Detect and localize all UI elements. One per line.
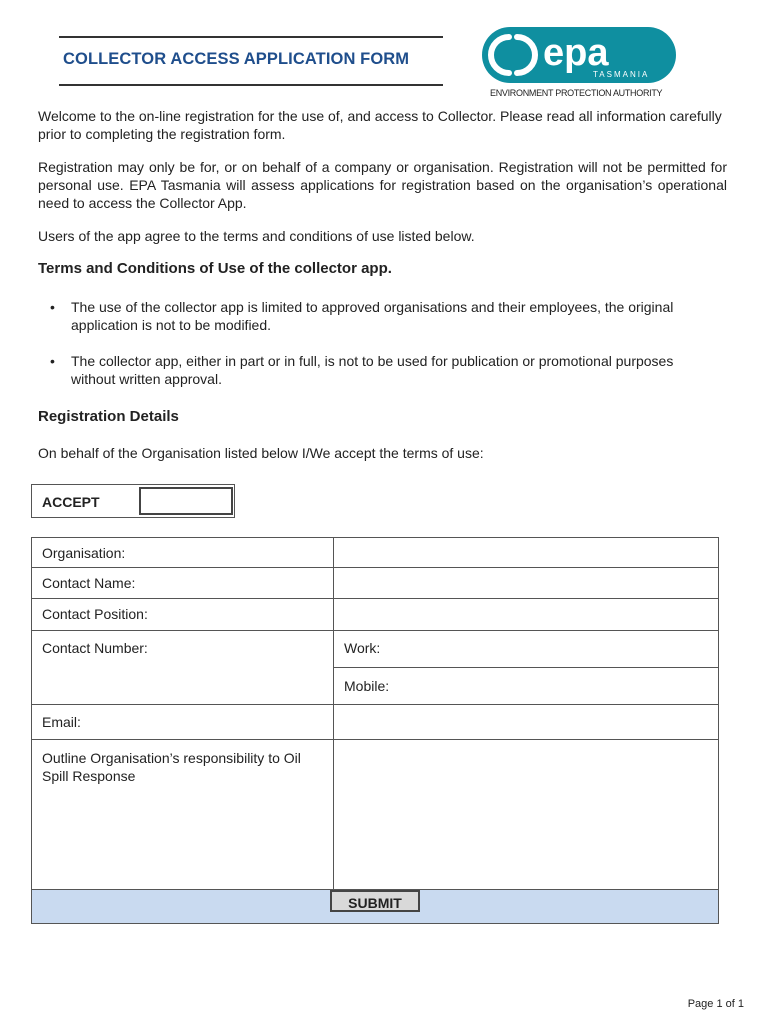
logo-wordmark: epa [543,32,609,74]
table-row [32,599,719,631]
intro-paragraph-1: Welcome to the on-line registration for the use of, and access to Collector. Please read all information carefully prior to completing the registration form. [38,108,722,142]
term-text: The use of the collector app is limited to approved organisations and their employees, the original application is not to be modified. [71,299,674,333]
responsibility-label: Outline Organisation’s responsibility to Oil Spill Response [32,740,334,890]
email-input[interactable] [334,705,719,740]
logo-subtitle: ENVIRONMENT PROTECTION AUTHORITY [490,88,663,98]
submit-row [32,890,719,924]
page-number: Page 1 of 1 [687,998,744,1010]
registration-heading: Registration Details [38,408,179,425]
title-rule-bottom [59,84,443,86]
contact-name-input[interactable] [334,568,719,599]
registration-statement: On behalf of the Organisation listed below I/We accept the terms of use: [38,445,484,461]
registration-form-table [31,537,719,924]
table-row [32,740,719,890]
mobile-label: Mobile: [344,678,390,694]
organisation-input[interactable] [334,538,719,568]
logo-region: TASMANIA [593,70,650,79]
accept-box [31,484,235,518]
table-row [32,631,719,668]
accept-checkbox[interactable] [139,487,233,515]
email-label: Email: [32,705,334,740]
list-item [38,352,698,388]
page-title: COLLECTOR ACCESS APPLICATION FORM [63,50,410,68]
work-number-input[interactable] [334,631,719,668]
intro-paragraph-2: Registration may only be for, or on behalf of a company or organisation. Registration will not be permitted for personal use. EPA Tasmania will assess applications for registration based on the organisation’s operational need to access the Collector App. [38,159,727,211]
terms-heading: Terms and Conditions of Use of the collector app. [38,260,392,277]
table-row [32,538,719,568]
term-text: The collector app, either in part or in full, is not to be used for publication or promotional purposes without written approval. [71,353,674,387]
intro-paragraph-3: Users of the app agree to the terms and conditions of use listed below. [38,228,475,244]
bullet-icon: • [50,299,55,315]
submit-button[interactable]: SUBMIT [330,890,420,912]
contact-position-label: Contact Position: [32,599,334,631]
contact-number-label: Contact Number: [32,631,334,705]
table-row [32,568,719,599]
mobile-number-input[interactable] [334,668,719,705]
accept-label: ACCEPT [42,494,100,510]
responsibility-textarea[interactable] [334,740,719,890]
bullet-icon: • [50,353,55,369]
table-row [32,705,719,740]
terms-list [38,298,698,406]
organisation-label: Organisation: [32,538,334,568]
contact-position-input[interactable] [334,599,719,631]
list-item [38,298,698,334]
submit-cell [32,890,719,924]
contact-name-label: Contact Name: [32,568,334,599]
title-rule-top [59,36,443,38]
work-label: Work: [344,640,381,656]
